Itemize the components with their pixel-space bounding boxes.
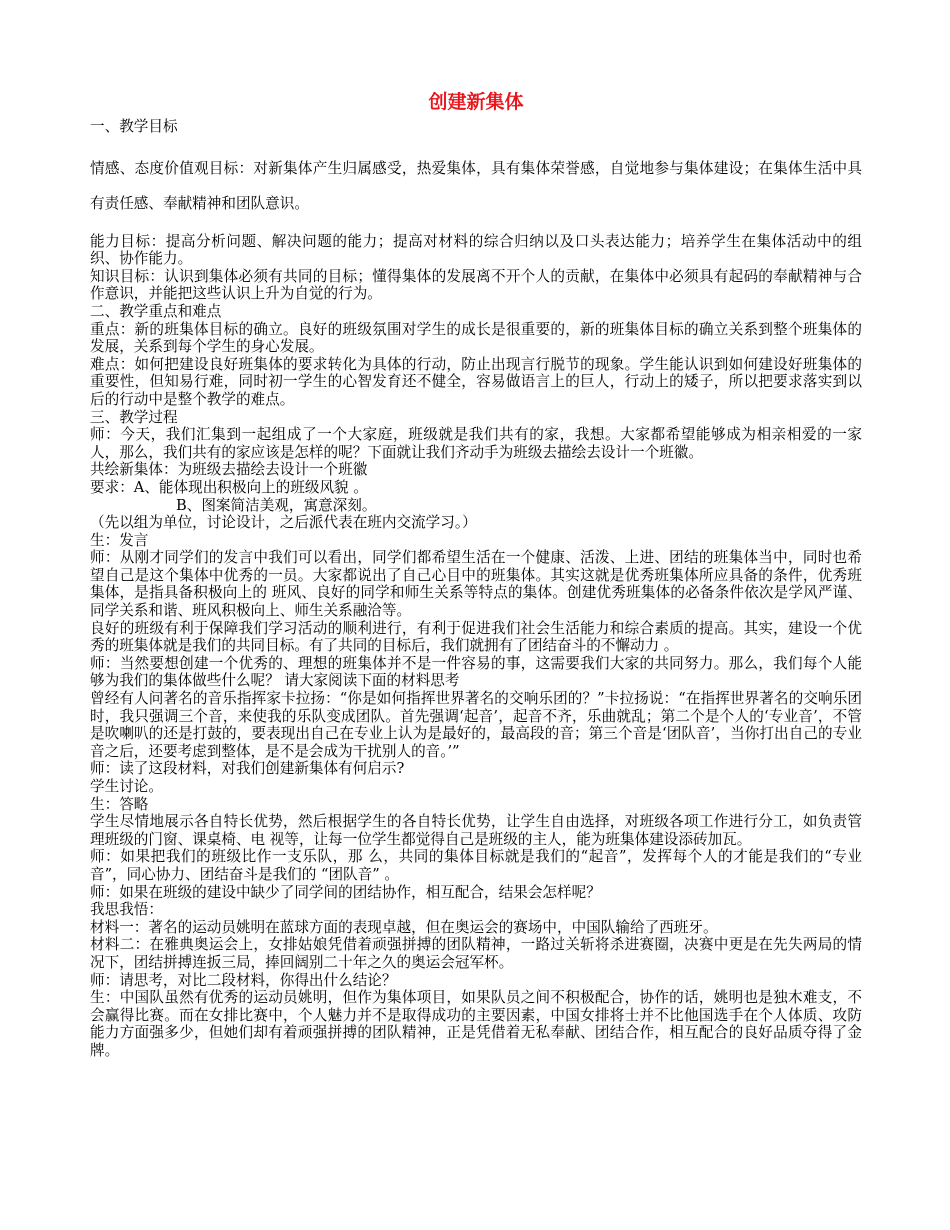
- paragraph-class-benefit: 良好的班级有利于保障我们学习活动的顺利进行，有利于促进我们社会生活能力和综合素质的提高。其实，建设一个优秀的班集体就是我们的共同目标。有了共同的目标后，我们就拥有了团结奋斗的不懈动力 。: [90, 619, 862, 655]
- paragraph-ability-goal: 能力目标：提高分析问题、解决问题的能力；提高对材料的综合归纳以及口头表达能力；培养学生在集体活动中的组织、协作能力。: [90, 232, 862, 268]
- paragraph-difficulty: 难点：如何把建设良好班集体的要求转化为具体的行动，防止出现言行脱节的现象。学生能认识到如何建设好班集体的重要性，但知易行难，同时初一学生的心智发育还不健全，容易做语言上的巨人，行动上的矮子，所以把要求落实到以后的行动中是整个教学的难点。: [90, 355, 862, 408]
- paragraph-teacher-question: 师：当然要想创建一个优秀的、理想的班集体并不是一件容易的事，这需要我们大家的共同努力。那么，我们每个人能够为我们的集体做些什么呢？ 请大家阅读下面的材料思考: [90, 654, 862, 690]
- paragraph-teacher-summary: 师：从刚才同学们的发言中我们可以看出，同学们都希望生活在一个健康、活泼、上进、团结的班集体当中，同时也希望自己是这个集体中优秀的一员。大家都说出了自己心目中的班集体。其实这就是优秀班集体所应具备的条件，优秀班集体，是指具备积极向上的 班风、良好的同学和师生关系等特点的集体。创建优秀班集体的必备条件依次是学风严谨、同学关系和谐、班风积极向上、师生关系融洽等。: [90, 549, 862, 620]
- paragraph-student-answer: 生：答略: [90, 795, 149, 813]
- paragraph-requirement-b: B、图案简洁美观，寓意深刻。: [176, 496, 377, 514]
- paragraph-knowledge-goal: 知识目标：认识到集体必须有共同的目标；懂得集体的发展离不开个人的贡献，在集体中必须具有起码的奉献精神与合作意识，并能把这些认识上升为自觉的行为。: [90, 267, 862, 303]
- paragraph-student-conclusion: 生：中国队虽然有优秀的运动员姚明，但作为集体项目，如果队员之间不积极配合，协作的话，姚明也是独木难支，不会赢得比赛。而在女排比赛中，个人魅力并不是取得成功的主要因素，中国女排将士并不比他国选手在个人体质、攻防能力方面强多少，但她们却有着顽强拼搏的团队精神，正是凭借着无私奉献、团结合作，相互配合的良好品质夺得了金牌。: [90, 989, 862, 1059]
- paragraph-reflection-heading: 我思我悟：: [90, 901, 163, 919]
- paragraph-emotion-goal: 情感、态度价值观目标：对新集体产生归属感受，热爱集体，具有集体荣誉感，自觉地参与集体建设；在集体生活中具有责任感、奉献精神和团队意识。: [90, 159, 862, 212]
- paragraph-material-one: 材料一：著名的运动员姚明在蓝球方面的表现卓越，但在奥运会的赛场中，中国队输给了西班牙。: [90, 918, 718, 936]
- paragraph-material-two: 材料二：在雅典奥运会上，女排姑娘凭借着顽强拼搏的团队精神，一路过关斩将杀进赛圈，决赛中更是在先失两局的情况下，团结拼搏连扳三局，捧回阔别二十年之久的奥运会冠军杯。: [90, 936, 862, 971]
- paragraph-activity: 共绘新集体：为班级去描绘去设计一个班徽: [90, 461, 368, 479]
- paragraph-student-roles: 学生尽情地展示各自特长优势，然后根据学生的各自特长优势，让学生自由选择，对班级各项工作进行分工，如负责管理班级的门窗、课桌椅、电 视等，让每一位学生都觉得自己是班级的主人，能为班集体建设添砖加瓦。: [90, 813, 862, 848]
- paragraph-teacher-compare: 师：请思考，对比二段材料，你得出什么结论？: [90, 971, 397, 989]
- paragraph-band-metaphor: 师：如果把我们的班级比作一支乐队，那 么，共同的集体目标就是我们的“起音”，发挥每个人的才能是我们的“专业音”，同心协力、团结奋斗是我们的 “团队音” 。: [90, 848, 862, 883]
- paragraph-teacher-what-if: 师：如果在班级的建设中缺少了同学间的团结协作，相互配合，结果会怎样呢？: [90, 883, 601, 901]
- paragraph-requirement-a: 要求：A、能体现出积极向上的班级风貌 。: [90, 478, 368, 496]
- document-page: [90, 90, 862, 1060]
- paragraph-student-speak: 生：发言: [90, 531, 149, 549]
- paragraph-teacher-inspiration: 师：读了这段材料，对我们创建新集体有何启示?: [90, 760, 405, 778]
- section-heading-goals: 一、教学目标: [90, 118, 178, 135]
- section-heading-key-points: 二、教学重点和难点: [90, 302, 222, 320]
- document-title: 创建新集体: [428, 91, 524, 113]
- paragraph-student-discuss: 学生讨论。: [90, 778, 163, 795]
- paragraph-key-point: 重点：新的班集体目标的确立。良好的班级氛围对学生的成长是很重要的，新的班集体目标的确立关系到整个班集体的发展，关系到每个学生的身心发展。: [90, 320, 862, 356]
- paragraph-group-note: （先以组为单位，讨论设计，之后派代表在班内交流学习。）: [90, 514, 477, 532]
- section-heading-process: 三、教学过程: [90, 408, 178, 426]
- paragraph-karajan-story: 曾经有人问著名的音乐指挥家卡拉扬：“你是如何指挥世界著名的交响乐团的？”卡拉扬说：“在指挥世界著名的交响乐团时，我只强调三个音，来使我的乐队变成团队。首先强调‘起音’，起音不齐，乐曲就乱；第二个是个人的‘专业音’，不管是吹喇叭的还是打鼓的，要表现出自己在专业上认为是最好的，最高段的音；第三个音是‘团队音’，当你打出自己的专业音之后，还要考虑到整体，是不是会成为干扰别人的音。’”: [90, 690, 862, 760]
- paragraph-teacher-intro: 师：今天，我们汇集到一起组成了一个大家庭，班级就是我们共有的家，我想。大家都希望能够成为相亲相爱的一家人，那么，我们共有的家应该是怎样的呢？下面就让我们齐动手为班级去描绘去设计一个班徽。: [90, 426, 862, 461]
